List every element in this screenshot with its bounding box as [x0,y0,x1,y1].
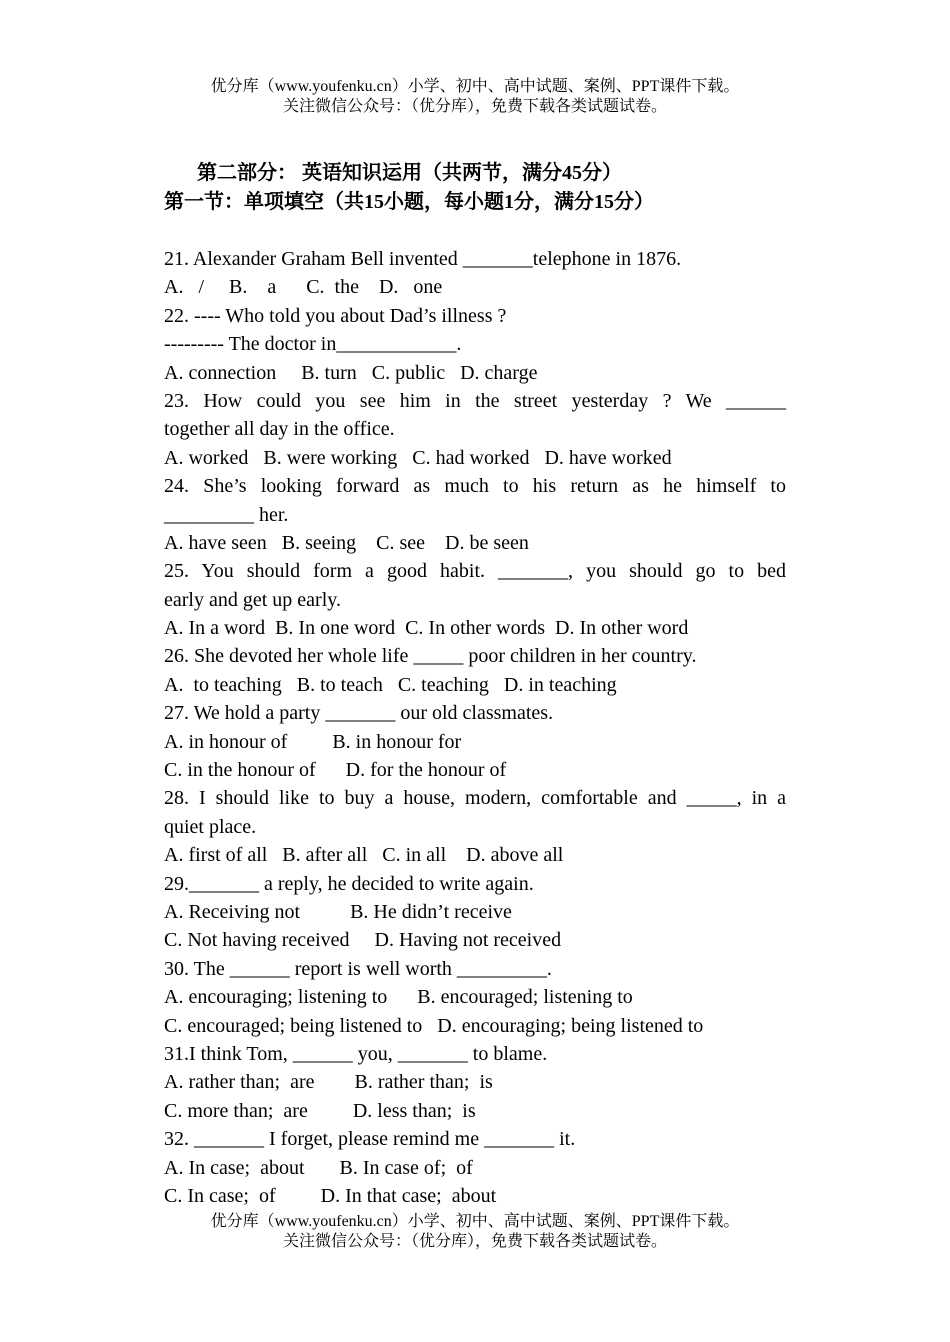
question-line: 21. Alexander Graham Bell invented _______telephone in 1876. [164,248,682,270]
question-line: 28. I should like to buy a house, modern, comfortable and _____, in a [164,787,786,810]
page-footer [0,1212,950,1252]
question-list [164,245,786,1210]
question-line: 24. She’s looking forward as much to his return as he himself to [164,475,786,498]
page-header [0,77,950,117]
options-line: A. encouraging; listening to B. encouraged; listening to [164,986,633,1009]
question-line: _________ her. [164,503,289,526]
section-title: 第一节：单项填空（共15小题，每小题1分，满分15分） [164,191,654,213]
question-line: 23. How could you see him in the street yesterday ? We ______ [164,389,786,412]
footer-line-1: 优分库（www.youfenku.cn）小学、初中、高中试题、案例、PPT课件下载。 [210,1213,740,1230]
options-line: C. encouraged; being listened to D. encouraging; being listened to [164,1014,704,1037]
question-line: 25. You should form a good habit. _______, you should go to bed [164,560,786,583]
options-line: C. more than; are D. less than; is [164,1099,476,1122]
header-line-1: 优分库（www.youfenku.cn）小学、初中、高中试题、案例、PPT课件下载。 [210,78,740,95]
options-line: A. rather than; are B. rather than; is [164,1071,493,1094]
options-line: A. to teaching B. to teach C. teaching D. in teaching [164,673,617,696]
question-line: early and get up early. [164,588,341,611]
question-line: together all day in the office. [164,418,395,441]
options-line: A. first of all B. after all C. in all D. above all [164,844,564,867]
question-line: 29._______ a reply, he decided to write again. [164,872,534,895]
options-line: A. Receiving not B. He didn’t receive [164,900,512,923]
options-line: A. In case; about B. In case of; of [164,1156,473,1179]
options-line: A. have seen B. seeing C. see D. be seen [164,531,529,554]
options-line: A. in honour of B. in honour for [164,730,462,753]
options-line: A. worked B. were working C. had worked D. have worked [164,446,672,469]
header-line-2: 关注微信公众号：（优分库），免费下载各类试题试卷。 [282,98,667,115]
options-line: C. in the honour of D. for the honour of [164,759,507,782]
options-line: C. In case; of D. In that case; about [164,1184,497,1207]
question-line: --------- The doctor in____________. [164,333,462,356]
options-line: A. connection B. turn C. public D. charge [164,361,538,384]
options-line: C. Not having received D. Having not received [164,929,562,952]
options-line: A. / B. a C. the D. one [164,276,443,299]
question-line: 32. _______ I forget, please remind me _______ it. [164,1128,576,1151]
part-title: 第二部分： 英语知识运用（共两节，满分45分） [197,162,622,184]
question-line: 31.I think Tom, ______ you, _______ to blame. [164,1042,548,1065]
question-line: 22. ---- Who told you about Dad’s illness ? [164,304,507,327]
footer-line-2: 关注微信公众号：（优分库），免费下载各类试题试卷。 [282,1233,667,1250]
question-line: quiet place. [164,815,257,838]
options-line: A. In a word B. In one word C. In other words D. In other word [164,617,689,640]
question-line: 30. The ______ report is well worth _________. [164,957,552,980]
question-line: 27. We hold a party _______ our old classmates. [164,702,554,725]
question-line: 26. She devoted her whole life _____ poor children in her country. [164,645,697,668]
